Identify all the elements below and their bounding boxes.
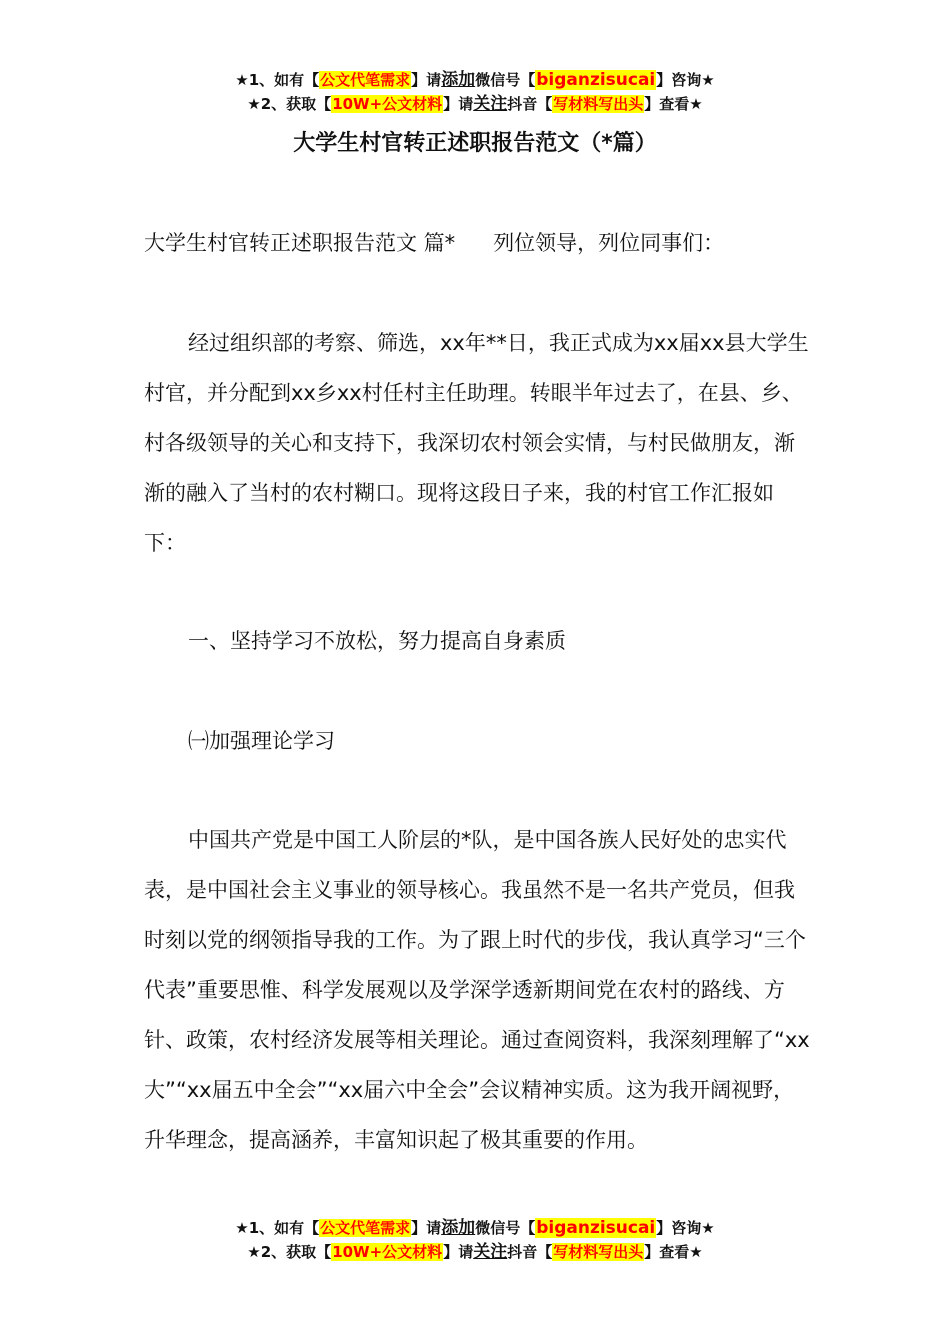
banner-text: 】请 — [443, 95, 474, 113]
banner-text: 】咨询★ — [656, 1219, 715, 1237]
banner-line-2 — [0, 1240, 950, 1264]
banner-underlined: 关注 — [473, 1242, 508, 1262]
banner-text: 抖音【 — [507, 1243, 553, 1261]
banner-highlight: 公文代笔需求 — [320, 1219, 411, 1237]
banner-highlight-douyin: 写材料写出头 — [553, 1243, 644, 1261]
banner-text: 抖音【 — [507, 95, 553, 113]
banner-text: ★2、获取【 — [247, 1243, 332, 1261]
banner-line-1 — [0, 1216, 950, 1240]
salutation: 列位领导，列位同事们： — [493, 231, 725, 255]
paragraph-2: 中国共产党是中国工人阶层的*队，是中国各族人民好处的忠实代表，是中国社会主义事业的领导核心。我虽然不是一名共产党员，但我时刻以党的纲领指导我的工作。为了跟上时代的步伐，我认真学习“三个代表”重要思惟、科学发展观以及学深学透新期间党在农村的路线、方针、政策，农村经济发展等相关理论。通过查阅资料，我深刻理解了“xx大”“xx届五中全会”“xx届六中全会”会议精神实质。这为我开阔视野，升华理念，提高涵养，丰富知识起了极其重要的作用。 — [144, 828, 810, 1152]
banner-line-1 — [0, 68, 950, 92]
subsection-heading-1: ㈠加强理论学习 — [188, 729, 335, 753]
document-title: 大学生村官转正述职报告范文（*篇） — [293, 131, 657, 156]
banner-text: 】查看★ — [644, 95, 703, 113]
banner-underlined: 关注 — [473, 94, 508, 114]
intro-heading: 大学生村官转正述职报告范文 篇* — [144, 231, 456, 255]
banner-text: ★1、如有【 — [235, 1219, 320, 1237]
banner-text: 】查看★ — [644, 1243, 703, 1261]
banner-text: 】咨询★ — [656, 71, 715, 89]
banner-underlined: 添加 — [441, 70, 476, 90]
banner-highlight-douyin: 写材料写出头 — [553, 95, 644, 113]
banner-line-2 — [0, 92, 950, 116]
banner-text: 】请 — [411, 1219, 442, 1237]
banner-text: ★2、获取【 — [247, 95, 332, 113]
banner-text: 微信号【 — [475, 1219, 536, 1237]
banner-highlight: 10W+公文材料 — [332, 95, 443, 113]
footer-banner — [0, 1216, 950, 1264]
section-heading-1: 一、坚持学习不放松，努力提高自身素质 — [188, 629, 566, 653]
header-banner — [0, 68, 950, 116]
banner-highlight: 10W+公文材料 — [332, 1243, 443, 1261]
banner-text: 】请 — [443, 1243, 474, 1261]
banner-text: 】请 — [411, 71, 442, 89]
banner-highlight-wechat: biganzisucai — [536, 1218, 656, 1238]
banner-text: ★1、如有【 — [235, 71, 320, 89]
intro-line — [144, 218, 814, 268]
banner-text: 微信号【 — [475, 71, 536, 89]
paragraph-1: 经过组织部的考察、筛选，xx年**日，我正式成为xx届xx县大学生村官，并分配到xx乡xx村任村主任助理。转眼半年过去了，在县、乡、村各级领导的关心和支持下，我深切农村领会实情，与村民做朋友，渐渐的融入了当村的农村糊口。现将这段日子来，我的村官工作汇报如下： — [144, 331, 809, 555]
banner-highlight: 公文代笔需求 — [320, 71, 411, 89]
banner-highlight-wechat: biganzisucai — [536, 70, 656, 90]
banner-underlined: 添加 — [441, 1218, 476, 1238]
